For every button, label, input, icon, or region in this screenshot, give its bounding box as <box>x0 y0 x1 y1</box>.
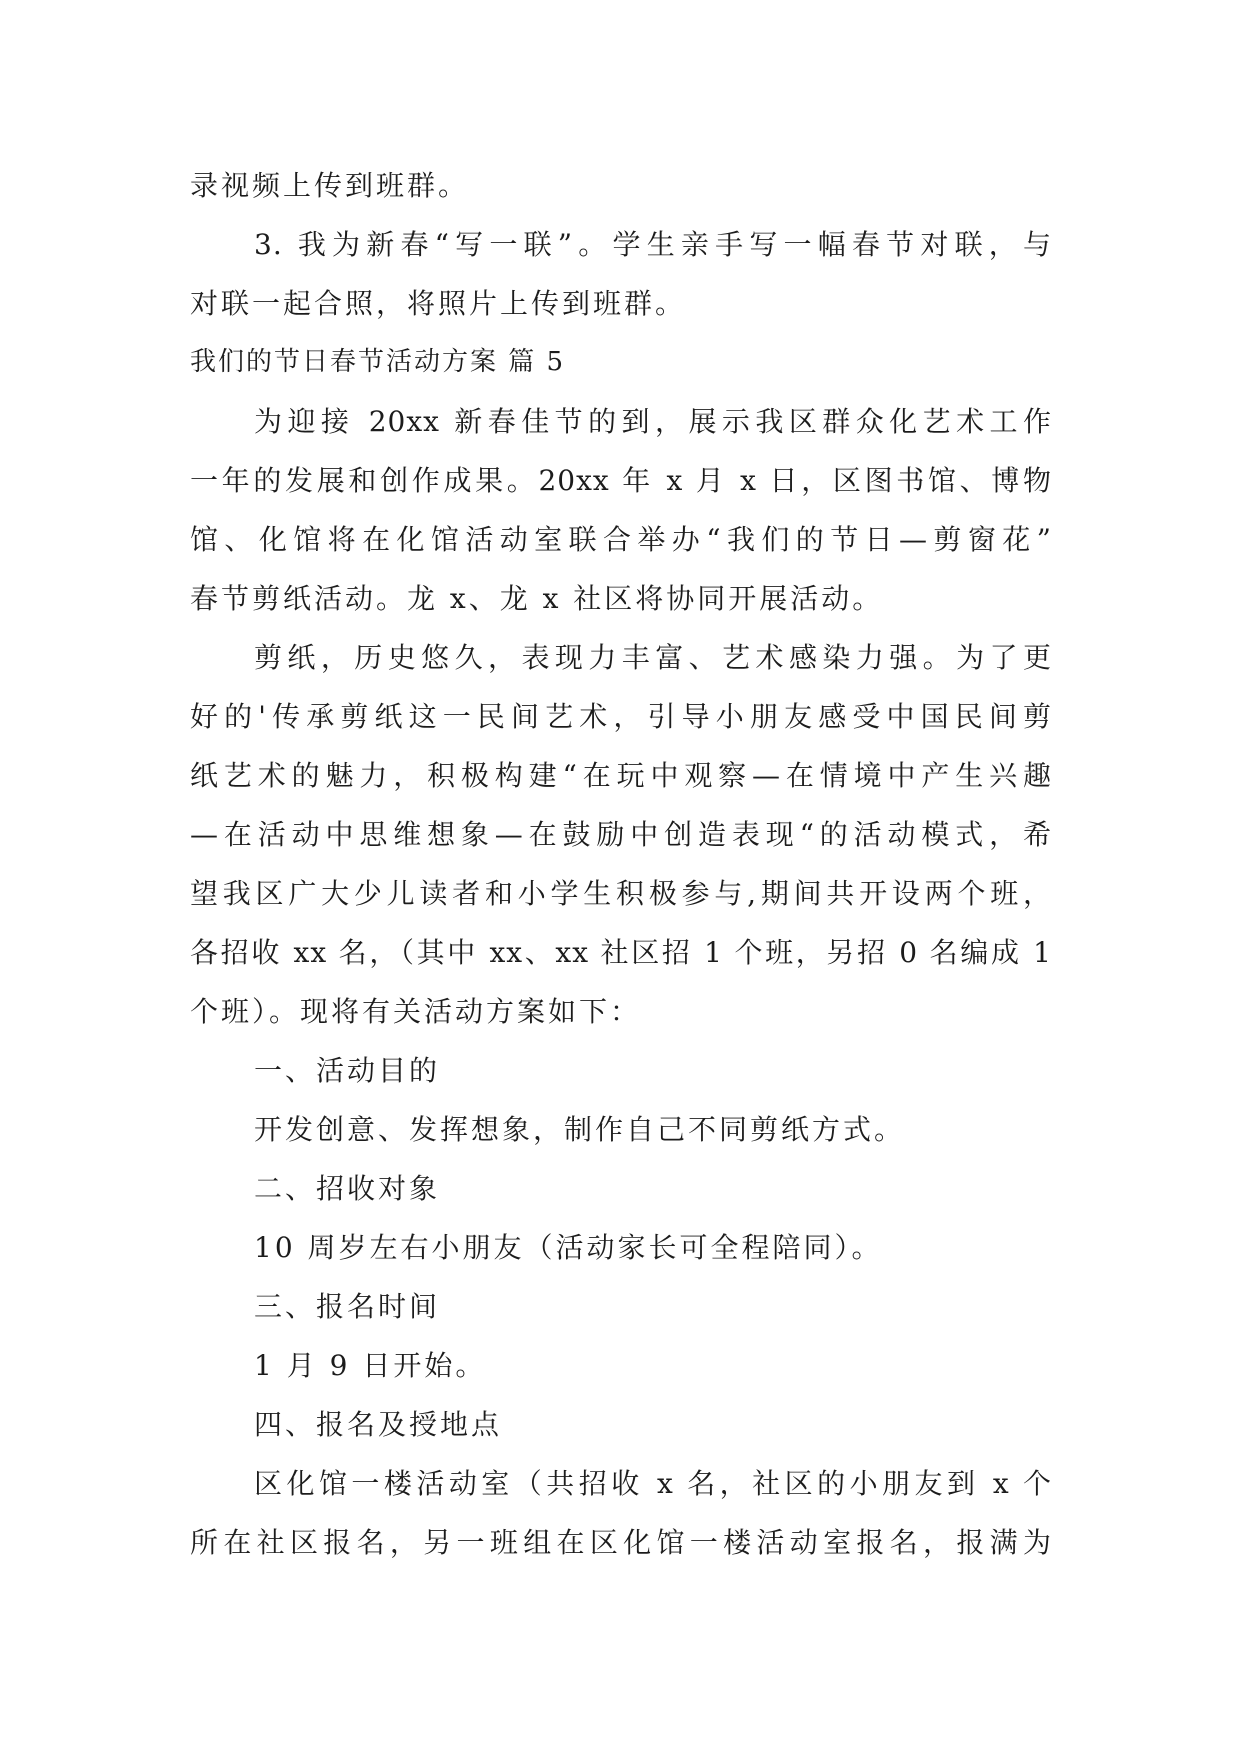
document-body <box>190 156 1052 1572</box>
paragraph-line: 纸艺术的魅力，积极构建“在玩中观察—在情境中产生兴趣 <box>190 759 1052 792</box>
subheading-line: 四、报名及授地点 <box>254 1408 503 1441</box>
paragraph-line: 1 月 9 日开始。 <box>254 1349 487 1382</box>
paragraph-line: 望我区广大少儿读者和小学生积极参与,期间共开设两个班， <box>190 877 1052 910</box>
section-heading: 我们的节日春节活动方案 篇 5 <box>190 347 566 377</box>
paragraph-line: 为迎接 20xx 新春佳节的到，展示我区群众化艺术工作 <box>254 405 1052 438</box>
paragraph-line: 各招收 xx 名，（其中 xx、xx 社区招 1 个班，另招 0 名编成 1 <box>190 936 1052 969</box>
subheading-line: 二、招收对象 <box>254 1172 441 1205</box>
subheading-line: 三、报名时间 <box>254 1290 441 1323</box>
paragraph-line: 一年的发展和创作成果。20xx 年 x 月 x 日，区图书馆、博物 <box>190 464 1052 497</box>
paragraph-line: 春节剪纸活动。龙 x、龙 x 社区将协同开展活动。 <box>190 582 884 615</box>
paragraph-line: 录视频上传到班群。 <box>190 169 470 202</box>
paragraph-line: 对联一起合照，将照片上传到班群。 <box>190 287 687 320</box>
paragraph-line: 区化馆一楼活动室（共招收 x 名，社区的小朋友到 x 个 <box>254 1467 1052 1500</box>
paragraph-line: —在活动中思维想象—在鼓励中创造表现“的活动模式，希 <box>190 818 1052 851</box>
subheading-line: 一、活动目的 <box>254 1054 441 1087</box>
paragraph-line: 剪纸，历史悠久，表现力丰富、艺术感染力强。为了更 <box>254 641 1052 674</box>
paragraph-line: 馆、化馆将在化馆活动室联合举办“我们的节日—剪窗花” <box>190 523 1052 556</box>
paragraph-line: 10 周岁左右小朋友（活动家长可全程陪同）。 <box>254 1231 883 1264</box>
paragraph-line: 好的'传承剪纸这一民间艺术，引导小朋友感受中国民间剪 <box>190 700 1052 733</box>
paragraph-line: 所在社区报名，另一班组在区化馆一楼活动室报名，报满为 <box>190 1526 1052 1559</box>
paragraph-line: 开发创意、发挥想象，制作自己不同剪纸方式。 <box>254 1113 906 1146</box>
paragraph-line: 个班）。现将有关活动方案如下： <box>190 995 642 1028</box>
paragraph-line: 3. 我为新春“写一联”。学生亲手写一幅春节对联，与 <box>254 228 1052 261</box>
